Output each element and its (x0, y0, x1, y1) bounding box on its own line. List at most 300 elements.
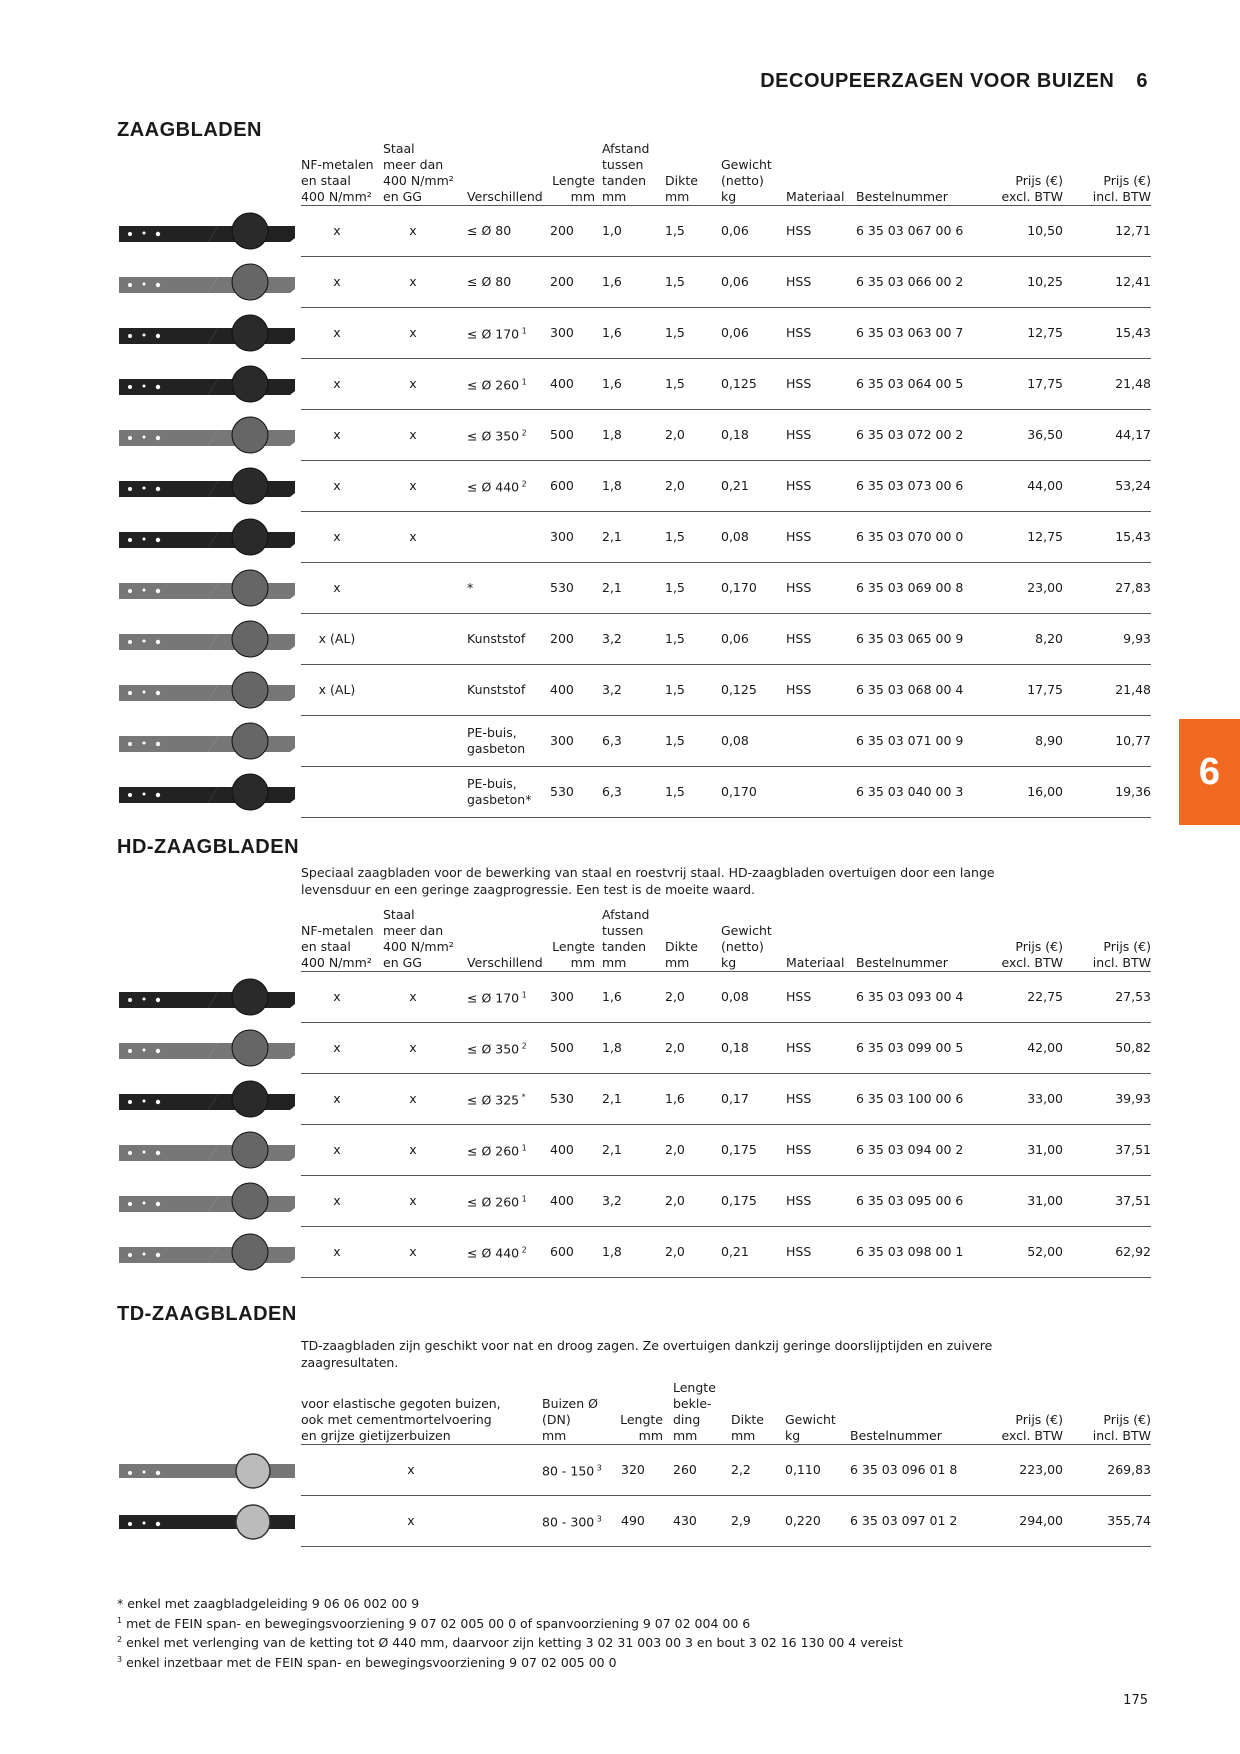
cell-text: x (409, 376, 417, 391)
cell-bestel (850, 1513, 970, 1529)
cell-nf (301, 1142, 373, 1158)
cell-text: 530 (550, 784, 574, 799)
column-header-lengte: Lengte mm (552, 173, 595, 204)
footnote-marker: 1 (519, 990, 527, 1000)
cell-text: Kunststof (467, 631, 526, 646)
column-header-lengte: Lengte mm (620, 1412, 663, 1443)
section-title-zaagbladen: ZAAGBLADEN (117, 119, 262, 141)
cell-text: ≤ Ø 325 (467, 1092, 520, 1108)
cell-verschillend (467, 682, 547, 698)
cell-text: 1,8 (602, 478, 622, 493)
cell-text: HSS (786, 631, 812, 646)
cell-text: 6 35 03 093 00 4 (856, 989, 964, 1004)
cell-verschillend (467, 425, 547, 444)
cell-excl (981, 1193, 1063, 1209)
cell-text: 2,1 (602, 1091, 622, 1106)
table-row (301, 1227, 1151, 1278)
cell-dikte (731, 1513, 781, 1529)
cell-text: ≤ Ø 170 (467, 326, 520, 342)
cell-dikte (665, 631, 715, 647)
column-header-prijs_excl: Prijs (€) excl. BTW (1001, 939, 1063, 970)
cell-text: 400 (550, 1142, 574, 1157)
cell-text: 1,8 (602, 1244, 622, 1259)
cell-dikte (665, 1091, 715, 1107)
footnote-mark: 3 (117, 1654, 123, 1664)
cell-incl (1065, 1462, 1151, 1478)
cell-excl (981, 325, 1063, 341)
cell-text: x (409, 274, 417, 289)
cell-staal (379, 478, 447, 494)
saw-blade-image (118, 518, 296, 556)
cell-gewicht (721, 580, 781, 596)
cell-text: 320 (621, 1462, 645, 1477)
cell-lengte (550, 1193, 595, 1209)
hd-table-body (301, 972, 1151, 1278)
footnote (117, 1652, 903, 1672)
table-row (301, 972, 1151, 1023)
cell-text: 10,77 (1115, 733, 1151, 748)
cell-gewicht (721, 631, 781, 647)
cell-excl (981, 529, 1063, 545)
cell-excl (981, 478, 1063, 494)
cell-staal (379, 1193, 447, 1209)
saw-blade-image (118, 671, 296, 709)
cell-text: HSS (786, 1193, 812, 1208)
cell-text: 1,5 (665, 784, 685, 799)
cell-afstand (602, 376, 657, 392)
column-header-prijs_excl: Prijs (€) excl. BTW (1001, 173, 1063, 204)
cell-text: x (333, 989, 341, 1004)
cell-gewicht (721, 427, 781, 443)
saw-blade-image (118, 416, 296, 454)
footnote-marker: 3 (594, 1514, 602, 1524)
cell-bestel (856, 1193, 976, 1209)
cell-bestel (856, 223, 976, 239)
cell-lengte (550, 682, 595, 698)
cell-text: 62,92 (1115, 1244, 1151, 1259)
cell-afstand (602, 580, 657, 596)
cell-dikte (665, 376, 715, 392)
cell-text: 0,175 (721, 1142, 757, 1157)
cell-text: 12,71 (1115, 223, 1151, 238)
cell-text: 8,90 (1035, 733, 1063, 748)
cell-bestel (856, 325, 976, 341)
cell-text: 44,17 (1115, 427, 1151, 442)
cell-text: 44,00 (1027, 478, 1063, 493)
cell-text: 6 35 03 096 01 8 (850, 1462, 958, 1477)
cell-text: 33,00 (1027, 1091, 1063, 1106)
page-header-title: DECOUPEERZAGEN VOOR BUIZEN (760, 70, 1115, 92)
column-header-prijs_incl: Prijs (€) incl. BTW (1092, 939, 1151, 970)
cell-verschillend (467, 274, 547, 290)
cell-incl (1065, 1513, 1151, 1529)
cell-text: 294,00 (1019, 1513, 1063, 1528)
cell-excl (981, 1462, 1063, 1478)
cell-verschillend (467, 1038, 547, 1057)
column-header-lengte: Lengte mm (552, 939, 595, 970)
cell-text: ≤ Ø 80 (467, 274, 512, 289)
cell-text: 6 35 03 098 00 1 (856, 1244, 964, 1259)
cell-text: 6 35 03 069 00 8 (856, 580, 964, 595)
cell-materiaal (786, 376, 846, 392)
cell-text: 16,00 (1027, 784, 1063, 799)
footnote-marker: 1 (519, 1143, 527, 1153)
cell-text: 6 35 03 071 00 9 (856, 733, 964, 748)
cell-text: 6 35 03 040 00 3 (856, 784, 964, 799)
cell-nf (301, 274, 373, 290)
cell-text: HSS (786, 478, 812, 493)
cell-excl (981, 274, 1063, 290)
cell-text: 53,24 (1115, 478, 1151, 493)
cell-text: 17,75 (1027, 682, 1063, 697)
cell-text: HSS (786, 580, 812, 595)
cell-text: 1,8 (602, 1040, 622, 1055)
cell-lengte (550, 1244, 595, 1260)
cell-incl (1065, 376, 1151, 392)
zaagbladen-table-body (301, 206, 1151, 818)
cell-text: 2,0 (665, 427, 685, 442)
cell-nf (301, 427, 373, 443)
cell-bestel (856, 1142, 976, 1158)
cell-excl (981, 1142, 1063, 1158)
cell-dikte (731, 1462, 781, 1478)
cell-staal (379, 325, 447, 341)
cell-afstand (602, 1193, 657, 1209)
cell-staal (379, 989, 447, 1005)
hd-table-header (301, 908, 1151, 972)
cell-text: 500 (550, 427, 574, 442)
cell-dikte (665, 223, 715, 239)
footnote-marker: 2 (519, 479, 527, 489)
cell-text: HSS (786, 989, 812, 1004)
cell-lengte (550, 1040, 595, 1056)
saw-blade-image (118, 467, 296, 505)
cell-verschillend (467, 1140, 547, 1159)
cell-afstand (602, 223, 657, 239)
cell-text: 12,75 (1027, 529, 1063, 544)
column-header-buizen: Buizen Ø (DN) mm (542, 1396, 598, 1443)
cell-dikte (665, 784, 715, 800)
column-header-nf: NF-metalen en staal 400 N/mm² (301, 923, 374, 970)
hd-table (301, 908, 1151, 1278)
cell-text: 200 (550, 274, 574, 289)
cell-text: 3,2 (602, 682, 622, 697)
cell-incl (1065, 631, 1151, 647)
column-header-bestelnummer: Bestelnummer (856, 189, 948, 204)
column-header-afstand: Afstand tussen tanden mm (602, 141, 650, 204)
cell-verschillend (467, 776, 547, 808)
cell-text: HSS (786, 1244, 812, 1259)
cell-nf (301, 223, 373, 239)
cell-text: 8,20 (1035, 631, 1063, 646)
column-header-gewicht: Gewicht kg (785, 1412, 836, 1443)
cell-nf (301, 529, 373, 545)
cell-afstand (602, 274, 657, 290)
cell-nf (301, 478, 373, 494)
cell-verschillend (467, 725, 547, 757)
footnote-text: enkel met verlenging van de ketting tot Ø 440 mm, daarvoor zijn ketting 3 02 31 003 00 3 en bout 3 02 16 130 00 4 vereist (126, 1635, 903, 1651)
cell-text: 6 35 03 068 00 4 (856, 682, 964, 697)
cell-bestel (856, 733, 976, 749)
cell-verschillend (467, 323, 547, 342)
footnote-text: met de FEIN span- en bewegingsvoorziening 9 07 02 005 00 0 of spanvoorziening 9 07 02 004 00 6 (126, 1615, 751, 1631)
cell-text: 22,75 (1027, 989, 1063, 1004)
cell-incl (1065, 580, 1151, 596)
cell-staal (379, 1142, 447, 1158)
cell-text: 42,00 (1027, 1040, 1063, 1055)
cell-text: 1,5 (665, 682, 685, 697)
cell-text: x (409, 1091, 417, 1106)
cell-text: 0,110 (785, 1462, 821, 1477)
cell-text: x (333, 580, 341, 595)
cell-text: 530 (550, 1091, 574, 1106)
footnote-marker: 3 (594, 1463, 602, 1473)
cell-staal (379, 376, 447, 392)
cell-materiaal (786, 223, 846, 239)
cell-text: 17,75 (1027, 376, 1063, 391)
cell-gewicht (721, 733, 781, 749)
cell-materiaal (786, 1244, 846, 1260)
cell-bestel (856, 1244, 976, 1260)
cell-bestel (856, 274, 976, 290)
cell-nf (301, 1193, 373, 1209)
cell-staal (379, 223, 447, 239)
column-header-dikte: Dikte mm (665, 173, 698, 204)
cell-text: 0,08 (721, 989, 749, 1004)
cell-text: x (409, 1040, 417, 1055)
zaagbladen-table-header (301, 142, 1151, 206)
cell-text: x (333, 1142, 341, 1157)
cell-afstand (602, 631, 657, 647)
cell-text: 2,9 (731, 1513, 751, 1528)
saw-blade-image (118, 1502, 296, 1540)
cell-text: x (333, 274, 341, 289)
cell-text: 2,1 (602, 529, 622, 544)
cell-text: HSS (786, 376, 812, 391)
cell-verschillend (467, 1089, 547, 1108)
footnote-marker: 1 (519, 326, 527, 336)
cell-text: ≤ Ø 440 (467, 1245, 520, 1261)
cell-gewicht (721, 682, 781, 698)
cell-text: 1,6 (602, 325, 622, 340)
cell-text: x (409, 478, 417, 493)
cell-text: 400 (550, 682, 574, 697)
table-row (301, 716, 1151, 767)
cell-text: x (333, 1193, 341, 1208)
table-row (301, 665, 1151, 716)
cell-text: x (409, 223, 417, 238)
footnote (117, 1596, 903, 1613)
cell-text: HSS (786, 1142, 812, 1157)
cell-nf (301, 580, 373, 596)
cell-gewicht (785, 1462, 845, 1478)
column-header-prijs_incl: Prijs (€) incl. BTW (1092, 173, 1151, 204)
column-header-bekleding: Lengte bekle- ding mm (673, 1380, 716, 1443)
cell-text: 1,6 (602, 274, 622, 289)
cell-bestel (856, 631, 976, 647)
cell-text: 260 (673, 1462, 697, 1477)
cell-materiaal (786, 325, 846, 341)
column-header-voor: voor elastische gegoten buizen, ook met cementmortelvoering en grijze gietijzerbuizen (301, 1396, 501, 1443)
cell-text: 6,3 (602, 733, 622, 748)
cell-text: HSS (786, 1040, 812, 1055)
cell-text: 2,1 (602, 580, 622, 595)
cell-verschillend (467, 631, 547, 647)
cell-text: 0,08 (721, 529, 749, 544)
table-row (301, 767, 1151, 818)
column-header-bestelnummer: Bestelnummer (856, 955, 948, 970)
cell-materiaal (786, 478, 846, 494)
chapter-tab[interactable]: 6 (1179, 719, 1240, 825)
cell-staal (379, 1244, 447, 1260)
cell-text: 500 (550, 1040, 574, 1055)
cell-gewicht (721, 223, 781, 239)
cell-text: 39,93 (1115, 1091, 1151, 1106)
cell-text: 1,5 (665, 529, 685, 544)
column-header-verschillend: Verschillend (467, 189, 543, 204)
cell-text: 6 35 03 064 00 5 (856, 376, 964, 391)
footnote (117, 1613, 903, 1633)
cell-excl (981, 376, 1063, 392)
table-row (301, 206, 1151, 257)
cell-text: 0,170 (721, 580, 757, 595)
cell-text: 2,0 (665, 1040, 685, 1055)
cell-text: 0,06 (721, 274, 749, 289)
cell-gewicht (721, 274, 781, 290)
cell-lengte (550, 989, 595, 1005)
column-header-prijs_incl: Prijs (€) incl. BTW (1092, 1412, 1151, 1443)
cell-text: 21,48 (1115, 376, 1151, 391)
cell-dikte (665, 325, 715, 341)
saw-blade-image (118, 620, 296, 658)
cell-dikte (665, 274, 715, 290)
cell-text: 1,5 (665, 376, 685, 391)
cell-text: 27,83 (1115, 580, 1151, 595)
footnote (117, 1632, 903, 1652)
cell-materiaal (786, 1091, 846, 1107)
cell-text: 6 35 03 100 00 6 (856, 1091, 964, 1106)
cell-incl (1065, 1040, 1151, 1056)
cell-text: 2,0 (665, 478, 685, 493)
table-row (301, 512, 1151, 563)
cell-lengte (621, 1513, 666, 1529)
footnote-marker: 1 (519, 377, 527, 387)
cell-nf (301, 682, 373, 698)
cell-text: x (409, 529, 417, 544)
cell-text: x (409, 1193, 417, 1208)
cell-text: 400 (550, 376, 574, 391)
cell-text: 19,36 (1115, 784, 1151, 799)
cell-text: 2,0 (665, 1142, 685, 1157)
cell-incl (1065, 1142, 1151, 1158)
cell-incl (1065, 478, 1151, 494)
cell-text: 0,06 (721, 325, 749, 340)
cell-voor (301, 1513, 521, 1529)
cell-text: x (409, 325, 417, 340)
cell-text: 0,220 (785, 1513, 821, 1528)
cell-gewicht (721, 325, 781, 341)
cell-text: x (333, 1244, 341, 1259)
cell-text: x (333, 376, 341, 391)
cell-text: 1,5 (665, 631, 685, 646)
cell-text: 6 35 03 097 01 2 (850, 1513, 958, 1528)
cell-materiaal (786, 580, 846, 596)
cell-text: PE-buis, gasbeton* (467, 776, 532, 807)
cell-lengte (550, 631, 595, 647)
cell-excl (981, 427, 1063, 443)
cell-text: 21,48 (1115, 682, 1151, 697)
cell-text: 37,51 (1115, 1193, 1151, 1208)
cell-text: 36,50 (1027, 427, 1063, 442)
cell-lengte (550, 427, 595, 443)
saw-blade-image (118, 1131, 296, 1169)
cell-afstand (602, 478, 657, 494)
cell-text: Kunststof (467, 682, 526, 697)
cell-afstand (602, 325, 657, 341)
cell-text: 6 35 03 094 00 2 (856, 1142, 964, 1157)
cell-text: 1,5 (665, 580, 685, 595)
cell-text: 9,93 (1123, 631, 1151, 646)
cell-text: 0,17 (721, 1091, 749, 1106)
cell-text: 6 35 03 067 00 6 (856, 223, 964, 238)
cell-verschillend (467, 1191, 547, 1210)
cell-staal (379, 529, 447, 545)
column-header-nf: NF-metalen en staal 400 N/mm² (301, 157, 374, 204)
cell-text: PE-buis, gasbeton (467, 725, 526, 756)
cell-bekleding (673, 1513, 723, 1529)
table-row (301, 410, 1151, 461)
column-header-materiaal: Materiaal (786, 955, 845, 970)
cell-text: ≤ Ø 350 (467, 428, 520, 444)
saw-blade-image (118, 1233, 296, 1271)
cell-afstand (602, 1091, 657, 1107)
cell-text: 6 35 03 073 00 6 (856, 478, 964, 493)
table-row (301, 1445, 1151, 1496)
cell-text: 10,50 (1027, 223, 1063, 238)
cell-verschillend (467, 580, 547, 596)
cell-materiaal (786, 989, 846, 1005)
cell-afstand (602, 784, 657, 800)
column-header-staal: Staal meer dan 400 N/mm² en GG (383, 141, 454, 204)
saw-blade-image (118, 773, 296, 811)
cell-afstand (602, 1142, 657, 1158)
cell-text: HSS (786, 274, 812, 289)
column-header-verschillend: Verschillend (467, 955, 543, 970)
cell-gewicht (721, 1244, 781, 1260)
cell-text: 2,2 (731, 1462, 751, 1477)
cell-text: x (333, 325, 341, 340)
cell-text: 1,8 (602, 427, 622, 442)
cell-gewicht (721, 376, 781, 392)
cell-text: x (333, 529, 341, 544)
cell-text: 0,125 (721, 682, 757, 697)
page-number: 175 (1123, 1693, 1148, 1708)
footnote-text: enkel met zaagbladgeleiding 9 06 06 002 00 9 (127, 1596, 420, 1611)
column-header-prijs_excl: Prijs (€) excl. BTW (1001, 1412, 1063, 1443)
cell-text: x (AL) (318, 682, 356, 697)
table-row (301, 614, 1151, 665)
cell-text: 6 35 03 065 00 9 (856, 631, 964, 646)
cell-lengte (621, 1462, 666, 1478)
cell-afstand (602, 1040, 657, 1056)
cell-excl (981, 989, 1063, 1005)
cell-buizen (542, 1511, 612, 1530)
cell-incl (1065, 989, 1151, 1005)
cell-text: 6 35 03 072 00 2 (856, 427, 964, 442)
footnote-mark: * (117, 1596, 124, 1611)
table-row (301, 1176, 1151, 1227)
saw-blade-image (118, 978, 296, 1016)
